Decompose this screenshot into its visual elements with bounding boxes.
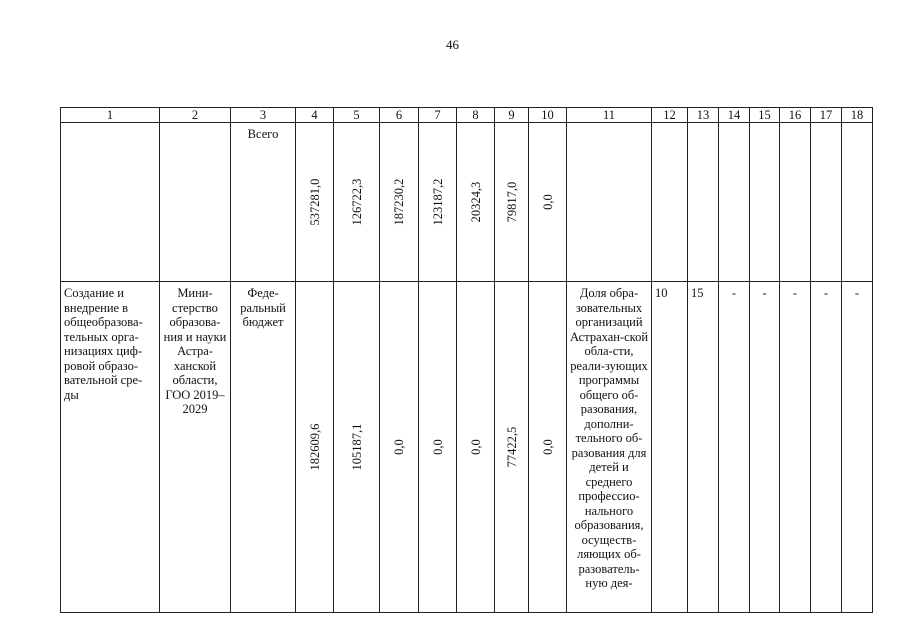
project-value-col4: 182609,6 [307, 423, 322, 471]
header-cell: 14 [719, 108, 750, 123]
empty-cell [652, 123, 688, 282]
table-row-project [61, 282, 873, 613]
empty-cell [750, 123, 780, 282]
header-cell: 1 [61, 108, 160, 123]
project-name: Создание и внедрение в общеобразова-тельных орга-низациях циф-ровой образо-вательной сре-ды [61, 282, 160, 613]
header-cell: 7 [419, 108, 457, 123]
empty-cell [567, 123, 652, 282]
header-cell: 12 [652, 108, 688, 123]
dash-cell: - [780, 282, 811, 613]
program-table [60, 107, 873, 613]
empty-cell [780, 123, 811, 282]
dash-cell: - [719, 282, 750, 613]
value-cell [334, 282, 380, 613]
header-row [61, 108, 873, 123]
header-cell: 5 [334, 108, 380, 123]
empty-cell [160, 123, 231, 282]
header-cell: 4 [296, 108, 334, 123]
header-cell: 9 [495, 108, 529, 123]
empty-cell [61, 123, 160, 282]
project-value-col5: 105187,1 [349, 423, 364, 471]
total-value-col8: 20324,3 [468, 181, 483, 223]
empty-cell [811, 123, 842, 282]
value-cell [495, 123, 529, 282]
project-value-col9: 77422,5 [504, 426, 519, 468]
empty-cell [719, 123, 750, 282]
project-executor: Мини-стерство образова-ния и науки Астра-ханской области, ГОО 2019–2029 [160, 282, 231, 613]
empty-cell [842, 123, 873, 282]
project-value-col6: 0,0 [391, 439, 406, 455]
value-cell [529, 282, 567, 613]
header-cell: 2 [160, 108, 231, 123]
indicator-value-col12: 10 [652, 282, 688, 613]
dash-cell: - [842, 282, 873, 613]
value-cell [495, 282, 529, 613]
value-cell [334, 123, 380, 282]
total-value-col9: 79817,0 [504, 181, 519, 223]
project-value-col7: 0,0 [430, 439, 445, 455]
value-cell [380, 282, 419, 613]
total-value-col10: 0,0 [540, 194, 555, 210]
value-cell [419, 282, 457, 613]
table-row-total [61, 123, 873, 282]
project-value-col10: 0,0 [540, 439, 555, 455]
header-cell: 8 [457, 108, 495, 123]
total-value-col5: 126722,3 [349, 178, 364, 226]
value-cell [296, 123, 334, 282]
dash-cell: - [750, 282, 780, 613]
header-cell: 6 [380, 108, 419, 123]
header-cell: 15 [750, 108, 780, 123]
header-cell: 16 [780, 108, 811, 123]
value-cell [457, 123, 495, 282]
empty-cell [688, 123, 719, 282]
header-cell: 13 [688, 108, 719, 123]
header-cell: 18 [842, 108, 873, 123]
header-cell: 17 [811, 108, 842, 123]
value-cell [457, 282, 495, 613]
value-cell [296, 282, 334, 613]
header-cell: 11 [567, 108, 652, 123]
value-cell [419, 123, 457, 282]
header-cell: 10 [529, 108, 567, 123]
value-cell [380, 123, 419, 282]
total-value-col6: 187230,2 [391, 178, 406, 226]
total-value-col7: 123187,2 [430, 178, 445, 226]
page-number: 46 [446, 37, 459, 52]
header-cell: 3 [231, 108, 296, 123]
total-value-col4: 537281,0 [307, 178, 322, 226]
indicator-text: Доля обра-зовательных организаций Астрахан-ской обла-сти, реали-зующих программы общего об-разования, дополни-тельного об-разования для детей и среднего профессио-нального образования, осуществ-ляющих об-разователь-ную дея- [567, 282, 652, 613]
total-label: Всего [231, 123, 296, 282]
indicator-value-col13: 15 [688, 282, 719, 613]
value-cell [529, 123, 567, 282]
project-value-col8: 0,0 [468, 439, 483, 455]
funding-source: Феде-ральный бюджет [231, 282, 296, 613]
dash-cell: - [811, 282, 842, 613]
